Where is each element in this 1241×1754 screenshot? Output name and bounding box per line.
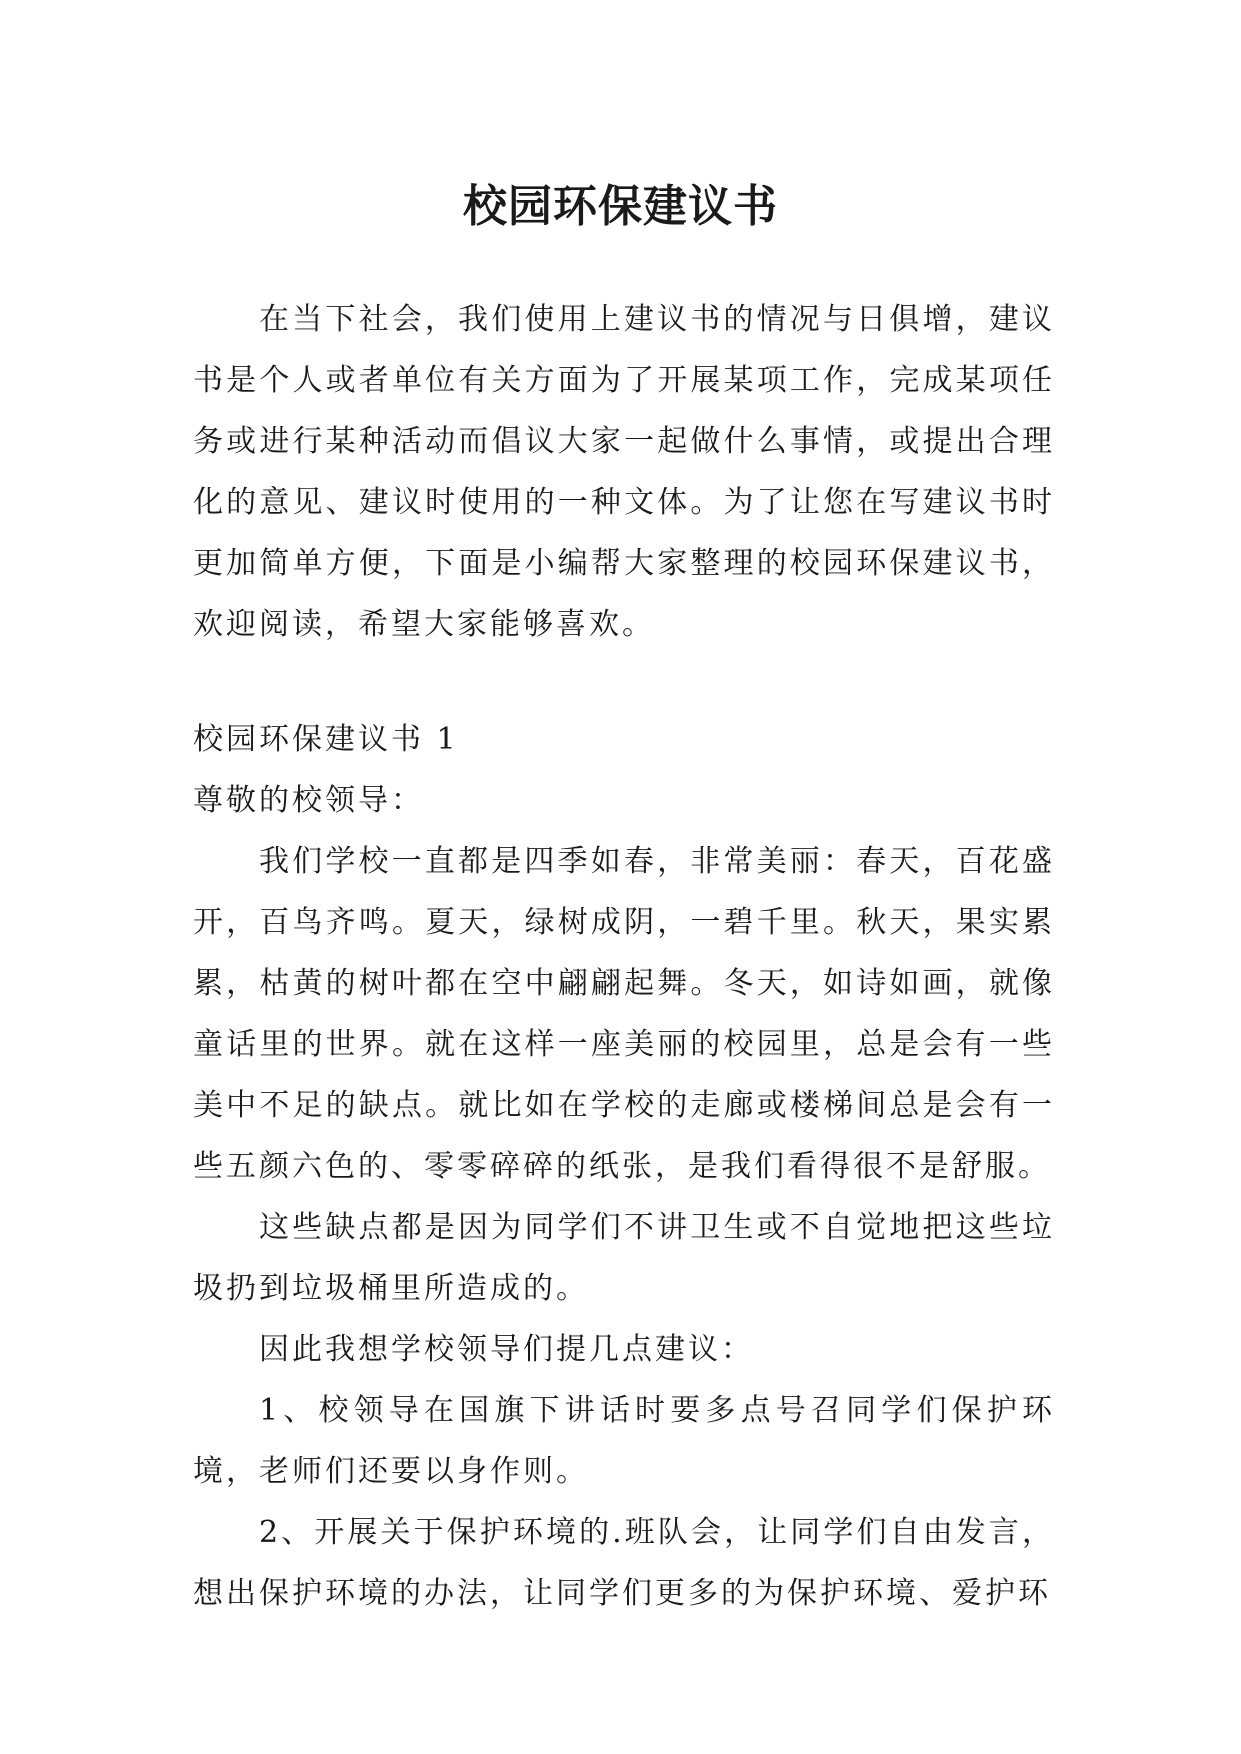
body-paragraph: 2、开展关于保护环境的.班队会，让同学们自由发言，想出保护环境的办法，让同学们更多的为保护环境、爱护环: [193, 1515, 1055, 1611]
body-paragraph: 我们学校一直都是四季如春，非常美丽：春天，百花盛开，百鸟齐鸣。夏天，绿树成阴，一碧千里。秋天，果实累累，枯黄的树叶都在空中翩翩起舞。冬天，如诗如画，就像童话里的世界。就在这样一座美丽的校园里，总是会有一些美中不足的缺点。就比如在学校的走廊或楼梯间总是会有一些五颜六色的、零零碎碎的纸张，是我们看得很不是舒服。: [193, 844, 1055, 1184]
intro-paragraph: 在当下社会，我们使用上建议书的情况与日俱增，建议书是个人或者单位有关方面为了开展某项工作，完成某项任务或进行某种活动而倡议大家一起做什么事情，或提出合理化的意见、建议时使用的一种文体。为了让您在写建议书时更加简单方便，下面是小编帮大家整理的校园环保建议书，欢迎阅读，希望大家能够喜欢。: [193, 302, 1055, 642]
body-paragraph: 这些缺点都是因为同学们不讲卫生或不自觉地把这些垃圾扔到垃圾桶里所造成的。: [193, 1210, 1055, 1306]
body-paragraph: 因此我想学校领导们提几点建议：: [259, 1332, 754, 1367]
body-paragraph: 1、校领导在国旗下讲话时要多点号召同学们保护环境，老师们还要以身作则。: [193, 1393, 1055, 1489]
document-title: 校园环保建议书: [463, 181, 778, 233]
document-body: [193, 289, 1055, 1624]
section-heading: 校园环保建议书 1: [193, 722, 459, 757]
salutation: 尊敬的校领导：: [193, 783, 424, 818]
